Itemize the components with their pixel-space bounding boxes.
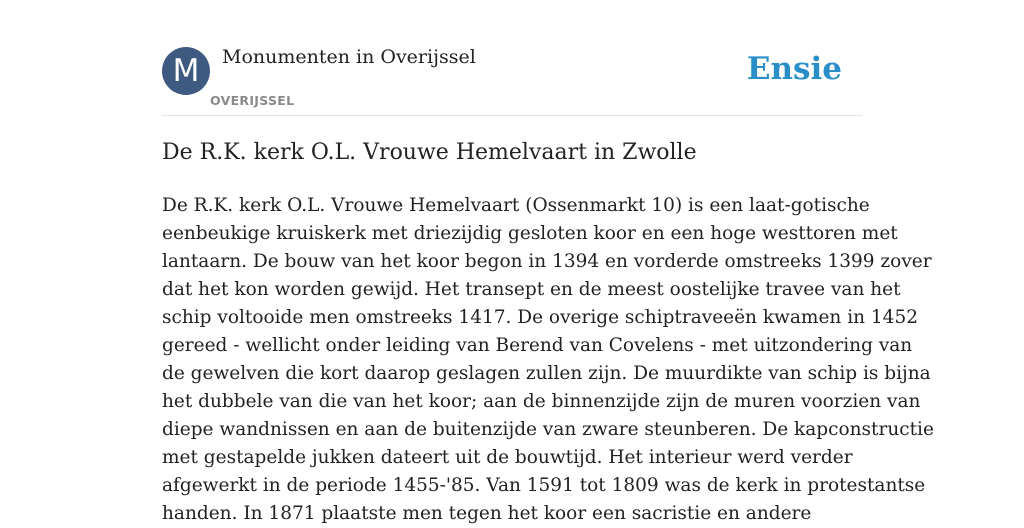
article-line: afgewerkt in de periode 1455-'85. Van 1591 tot 1809 was de kerk in protestantse [162, 475, 926, 496]
article-body [162, 192, 934, 528]
header-divider [162, 115, 862, 116]
article-line: schip voltooide men omstreeks 1417. De overige schiptraveeën kwamen in 1452 [162, 307, 918, 328]
article-line: met gestapelde jukken dateert uit de bouwtijd. Het interieur werd verder [162, 447, 853, 468]
article-line: dat het kon worden gewijd. Het transept en de meest oostelijke travee van het [162, 279, 901, 300]
article-title: De R.K. kerk O.L. Vrouwe Hemelvaart in Zwolle [162, 140, 697, 165]
category-label[interactable]: OVERIJSSEL [210, 93, 295, 108]
article-line: diepe wandnissen en aan de buitenzijde van zware steunberen. De kapconstructie [162, 419, 934, 440]
avatar[interactable]: M [162, 47, 210, 95]
article-line: gereed - wellicht onder leiding van Berend van Covelens - met uitzondering van [162, 335, 913, 356]
article-line: eenbeukige kruiskerk met driezijdig gesloten koor en een hoge westtoren met [162, 223, 898, 244]
article-line: handen. In 1871 plaatste men tegen het koor een sacristie en andere [162, 503, 812, 524]
article-line: lantaarn. De bouw van het koor begon in 1394 en vorderde omstreeks 1399 zover [162, 251, 932, 272]
brand-logo[interactable]: Ensie [746, 51, 842, 87]
article-line: De R.K. kerk O.L. Vrouwe Hemelvaart (Ossenmarkt 10) is een laat-gotische [162, 195, 870, 216]
collection-title-link[interactable]: Monumenten in Overijssel [222, 46, 476, 68]
header [162, 46, 862, 116]
article-line: het dubbele van die van het koor; aan de binnenzijde zijn de muren voorzien van [162, 391, 921, 412]
article-line: de gewelven die kort daarop geslagen zullen zijn. De muurdikte van schip is bijna [162, 363, 931, 384]
